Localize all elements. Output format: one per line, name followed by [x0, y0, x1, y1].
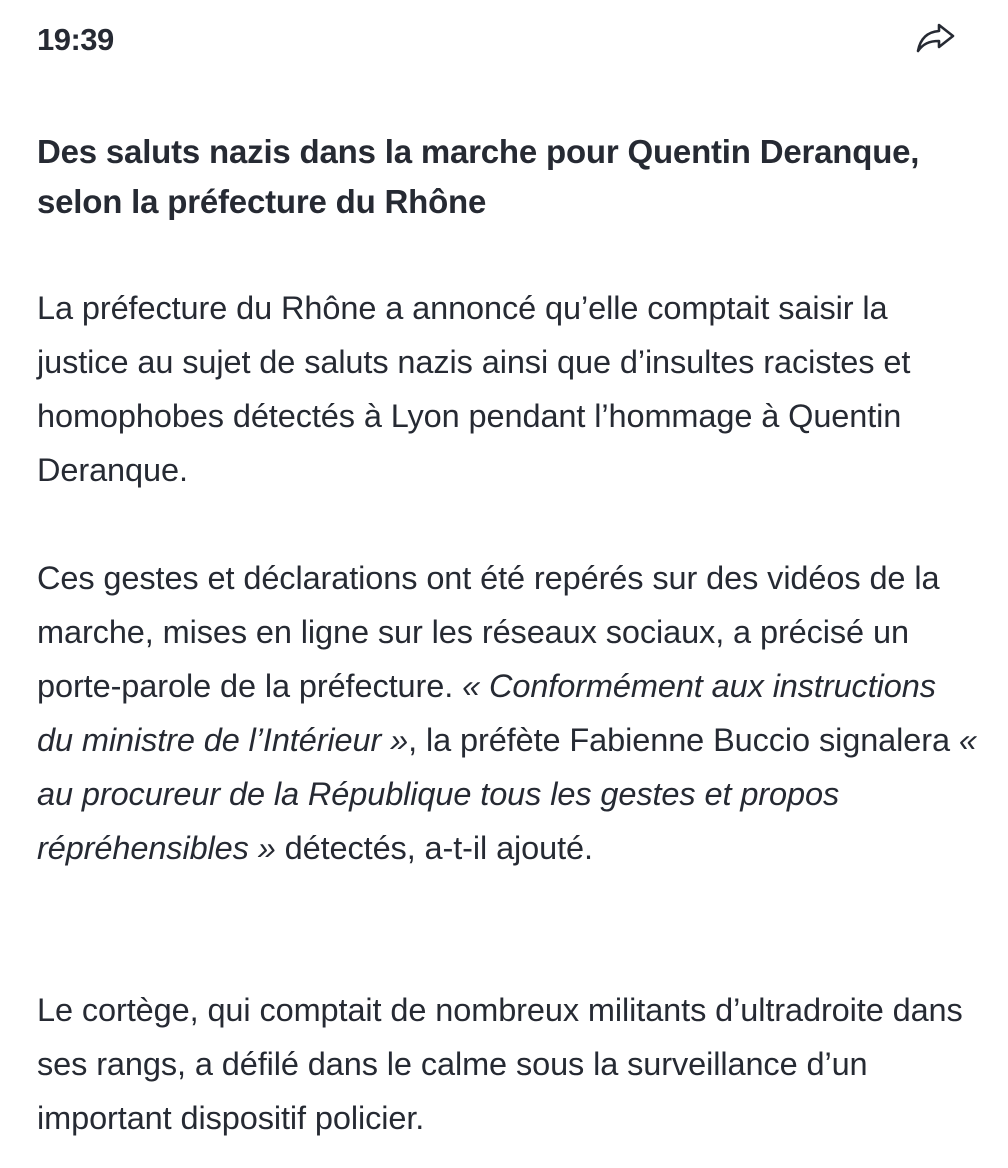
paragraph-3: Le cortège, qui comptait de nombreux militants d’ultradroite dans ses rangs, a défilé dans le calme sous la surveillance d’un important dispositif policier.: [37, 992, 963, 1136]
entry-time: 19:39: [37, 22, 114, 57]
share-button[interactable]: [912, 18, 960, 58]
paragraph-2-text-1: Ces gestes et déclarations ont été repérés sur des vidéos de la marche, mises en ligne sur les réseaux sociaux, a précisé un porte-parole de la préfecture.: [37, 560, 940, 704]
quote-2: « au procureur de la République tous les gestes et propos répréhensibles »: [37, 722, 977, 866]
paragraph-2-text-3: détectés, a-t-il ajouté.: [275, 830, 593, 866]
paragraph-2-text-2: , la préfète Fabienne Buccio signalera: [408, 722, 959, 758]
share-arrow-icon: [914, 20, 958, 56]
entry-headline: Des saluts nazis dans la marche pour Quentin Deranque, selon la préfecture du Rhône: [37, 133, 920, 220]
paragraph-1: La préfecture du Rhône a annoncé qu’elle comptait saisir la justice au sujet de saluts nazis ainsi que d’insultes racistes et homophobes détectés à Lyon pendant l’hommage à Quentin Deranque.: [37, 290, 911, 488]
quote-1: « Conformément aux instructions du ministre de l’Intérieur »: [37, 668, 936, 758]
paragraph-2: [37, 551, 977, 875]
